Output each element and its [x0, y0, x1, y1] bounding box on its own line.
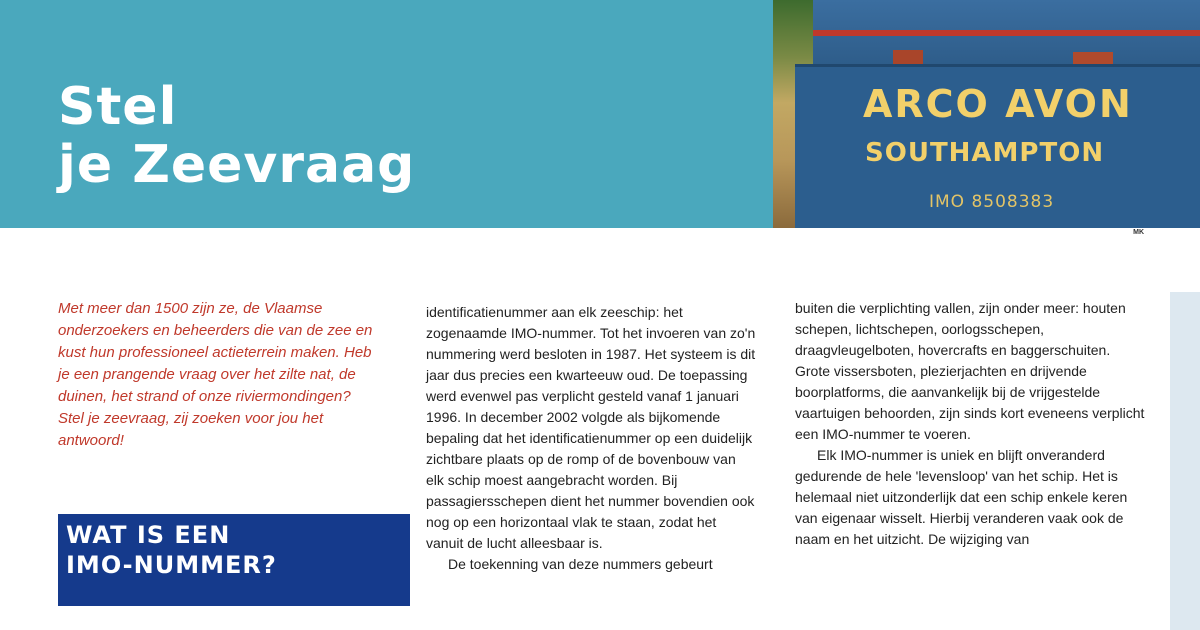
section-heading-line-2: IMO-NUMMER?	[66, 551, 277, 579]
ship-photo	[773, 0, 1200, 228]
article-column-2	[426, 302, 756, 575]
photo-rust-patch	[1073, 52, 1113, 64]
article-column-3	[795, 298, 1145, 550]
ship-port-lettering: SOUTHAMPTON	[865, 138, 1105, 168]
section-heading-line-1: WAT IS EEN	[66, 521, 231, 549]
photo-ship-rail	[813, 30, 1200, 36]
ship-imo-lettering: IMO 8508383	[929, 192, 1055, 212]
intro-paragraph: Met meer dan 1500 zijn ze, de Vlaamse onderzoekers en beheerders die van de zee en kust hun professioneel actieterrein maken. Heb je een prangende vraag over het zilte nat, de duinen, het strand of onze riviermondingen? Stel je zeevraag, zij zoeken voor jou het antwoord!	[58, 300, 373, 449]
page-title	[58, 78, 415, 194]
body-paragraph: buiten die verplichting vallen, zijn onder meer: houten schepen, lichtschepen, oorlogsschepen, draagvleugelboten, hovercrafts en baggerschuiten. Grote vissersboten, plezierjachten en drijvende boorplatforms, die aanvankelijk bij de vrijgestelde vaartuigen behoorden, zijn sinds kort eveneens verplicht een IMO-nummer te voeren.	[795, 300, 1145, 442]
section-heading-box	[58, 514, 410, 606]
body-paragraph: identificatienummer aan elk zeeschip: het zogenaamde IMO-nummer. Tot het invoeren van zo'n nummering werd besloten in 1987. Het systeem is dit jaar dus precies een kwarteeuw oud. De toepassing werd evenwel pas verplicht gesteld vanaf 1 januari 1996. In december 2002 volgde als bijkomende bepaling dat het identificatienummer op een duidelijk zichtbare plaats op de romp of de bovenbouw van elk schip moest aangebracht worden. Bij passagiersschepen dient het nummer bovendien ook nog op een horizontaal vlak te staan, zodat het vanuit de lucht alleesbaar is.	[426, 304, 756, 551]
body-paragraph: Elk IMO-nummer is uniek en blijft onveranderd gedurende de hele 'levensloop' van het schip. Het is helemaal niet uitzonderlijk dat een schip enkele keren van eigenaar wisselt. Hierbij veranderen vaak ook de naam en het uitzicht. De wijziging van	[795, 447, 1128, 547]
ship-name-lettering: ARCO AVON	[863, 82, 1133, 126]
photo-rust-patch	[893, 50, 923, 64]
photo-credit: MK	[1133, 229, 1144, 236]
sidebar-panel	[1170, 292, 1200, 630]
body-paragraph: De toekenning van deze nummers gebeurt	[448, 556, 713, 572]
title-banner	[0, 0, 773, 228]
page-title-line-2: je Zeevraag	[58, 135, 416, 195]
page-title-line-1: Stel	[58, 77, 178, 137]
